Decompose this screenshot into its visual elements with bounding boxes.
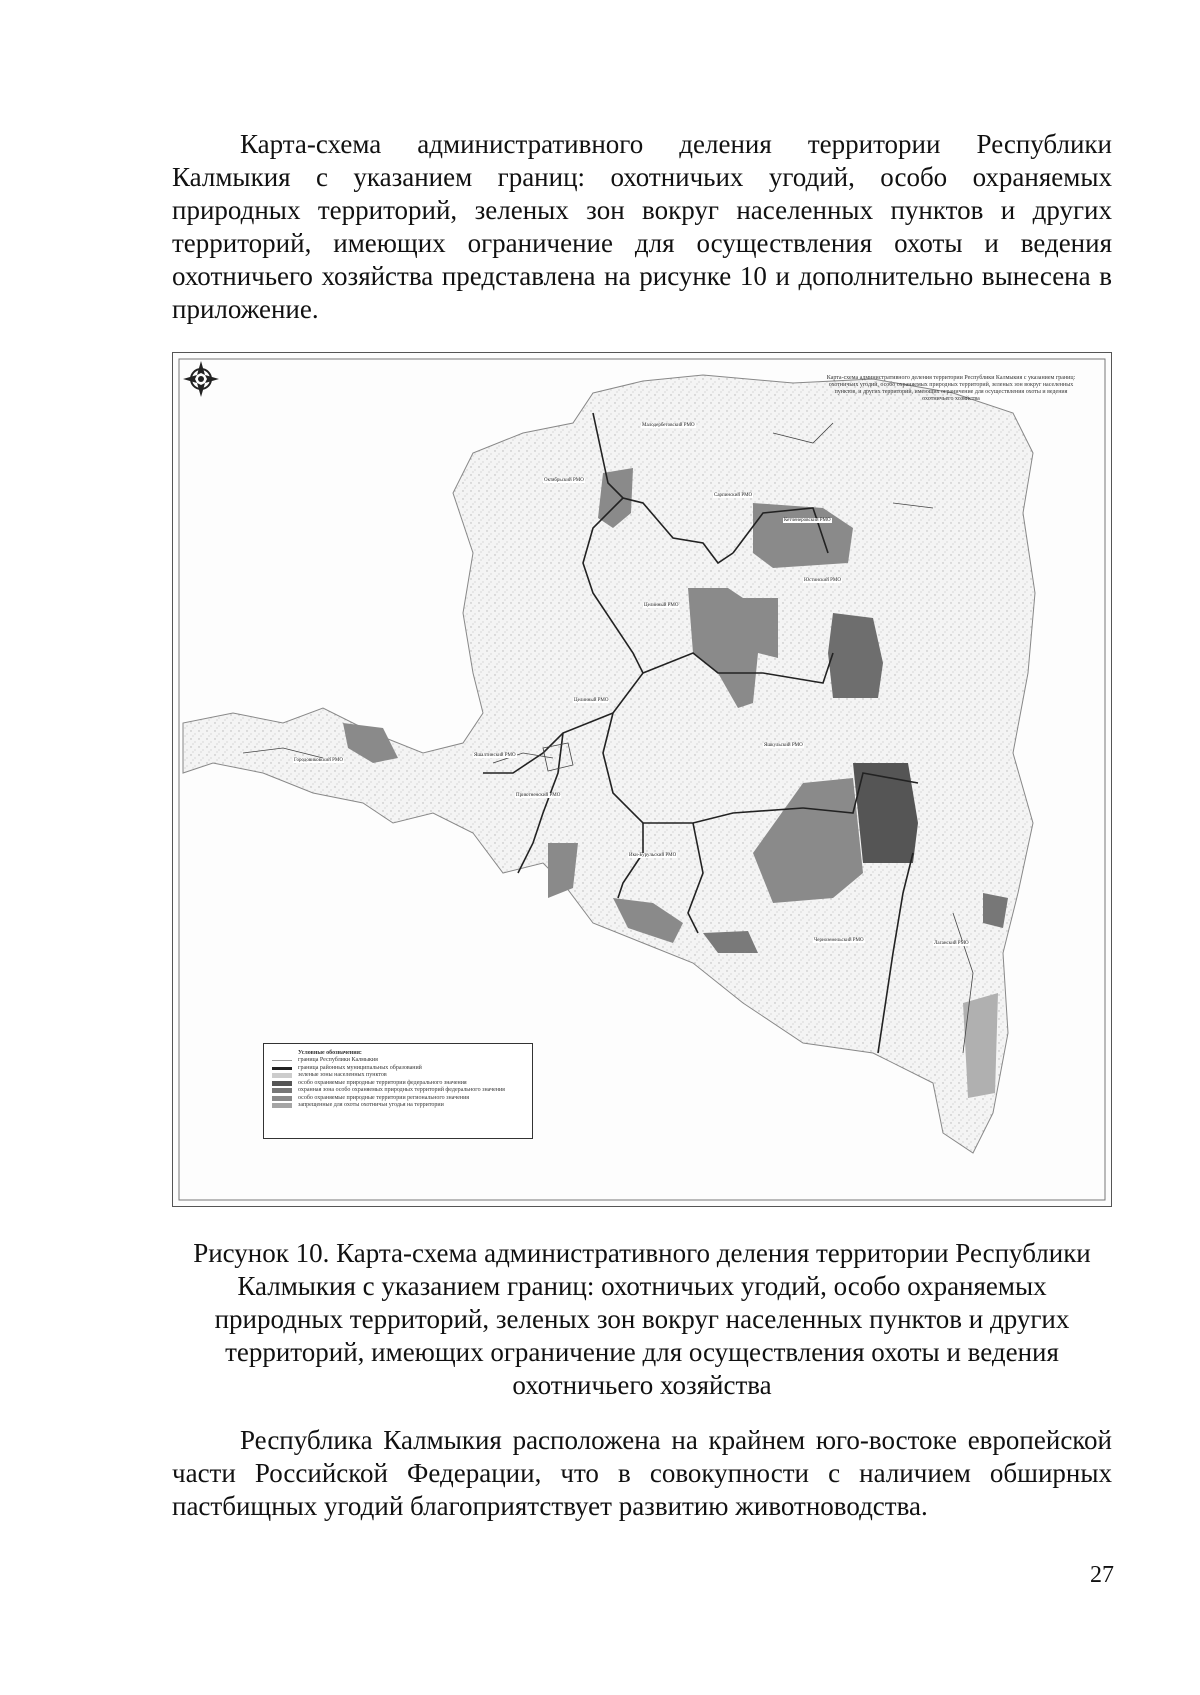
district-label: Юстинский РМО: [804, 578, 841, 583]
legend-label: особо охраняемые природные территории федерального значения: [298, 1079, 467, 1086]
compass-rose-icon: [183, 361, 219, 397]
legend-item: [272, 1072, 524, 1080]
legend-item: [272, 1080, 524, 1088]
legend-item: [272, 1087, 524, 1095]
district-label: Яшалтинский РМО: [474, 753, 516, 758]
page-number: 27: [1090, 1562, 1114, 1588]
legend-item: [272, 1095, 524, 1103]
map-legend: [263, 1043, 533, 1139]
legend-item: [272, 1065, 524, 1073]
legend-swatch: [272, 1088, 292, 1093]
protected-area: [853, 763, 918, 863]
legend-swatch: [272, 1067, 292, 1070]
district-label: Яшкульский РМО: [764, 743, 803, 748]
map-figure: [172, 352, 1112, 1207]
figure-caption: Рисунок 10. Карта-схема административного деления территории Республики Калмыкия с указанием границ: охотничьих угодий, особо охраняемых природных территорий, зеленых зон вокруг населенных пунктов и других территорий, имеющих ограничение для осуществления охоты и ведения охотничьего хозяйства: [193, 1238, 1091, 1400]
district-label: Сарпинский РМО: [714, 493, 753, 498]
legend-swatch: [272, 1081, 292, 1086]
map-title: Карта-схема административного деления территории Республики Калмыкия с указанием границ: охотничьих угодий, особо охраняемых природных территорий, зеленых зон вокруг населенных пунктов, и других территорий, имеющих ограничение для осуществления охоты и ведения охотничьего хозяйства: [826, 375, 1076, 402]
legend-label: особо охраняемые природные территории регионального значения: [298, 1094, 470, 1101]
legend-item: [272, 1102, 524, 1110]
legend-swatch: [272, 1096, 292, 1101]
district-label: Целинный РМО: [644, 603, 679, 608]
district-label: Октябрьский РМО: [544, 478, 584, 483]
legend-label: граница районных муниципальных образований: [298, 1064, 422, 1071]
district-label: Лаганский РМО: [934, 941, 969, 946]
legend-label: охранная зона особо охраняемых природных территорий федерального значения: [298, 1087, 505, 1094]
body-paragraph: Республика Калмыкия расположена на крайнем юго-востоке европейской части Российской Федерации, что в совокупности с наличием обширных пастбищных угодий благоприятствует развитию животноводства.: [172, 1425, 1112, 1521]
district-label: Целинный РМО: [574, 698, 609, 703]
district-label: Малодербетовский РМО: [642, 423, 695, 428]
legend-swatch: [272, 1103, 292, 1108]
legend-label: граница Республики Калмыкия: [298, 1057, 378, 1064]
district-label: Черноземельский РМО: [814, 938, 864, 943]
legend-title: Условные обозначения:: [298, 1050, 362, 1056]
legend-swatch: [272, 1073, 292, 1078]
district-label: Ики-Бурульский РМО: [629, 853, 677, 858]
district-label: Приютненский РМО: [516, 793, 561, 798]
legend-swatch: [272, 1060, 292, 1061]
district-label: Кетченеровский РМО: [784, 518, 831, 523]
intro-paragraph: Карта-схема административного деления территории Республики Калмыкия с указанием границ: охотничьих угодий, особо охраняемых природных территорий, зеленых зон вокруг населенных пунктов и других территорий, имеющих ограничение для осуществления охоты и ведения охотничьего хозяйства представлена на рисунке 10 и дополнительно вынесена в приложение.: [172, 129, 1112, 324]
legend-label: зеленые зоны населенных пунктов: [298, 1072, 387, 1079]
legend-label: запрещенные для охоты охотничьи угодья на территории: [298, 1102, 444, 1109]
legend-item: [272, 1057, 524, 1065]
district-label: Городовиковский РМО: [294, 758, 343, 763]
